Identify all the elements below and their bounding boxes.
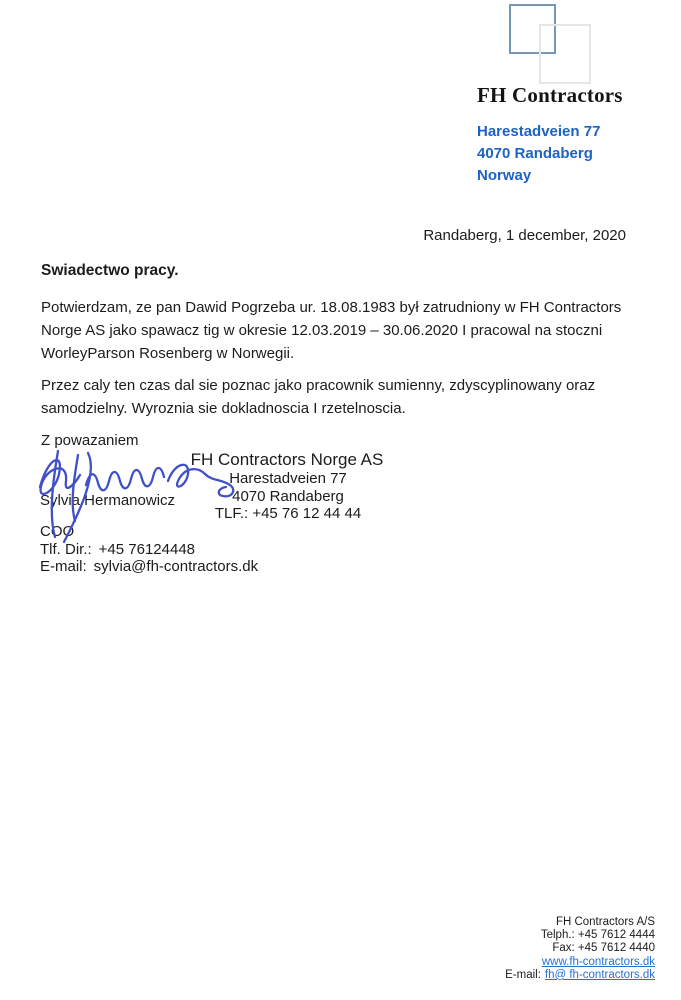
logo-gray-square-icon xyxy=(539,24,591,84)
letterhead-address-line: Norway xyxy=(477,167,532,184)
company-block-address-2: 4070 Randaberg xyxy=(232,487,344,505)
subject-line: Swiadectwo pracy. xyxy=(41,262,179,279)
footer-email-label: E-mail: xyxy=(505,968,541,981)
company-block-address-1: Harestadveien 77 xyxy=(229,470,347,487)
signer-email-label: E-mail: xyxy=(40,558,87,575)
body-paragraph-1: Potwierdzam, ze pan Dawid Pogrzeba ur. 18.08.1983 był zatrudniony w FH Contractors Norge AS jako spawacz tig w okresie 12.03.2019 – 30.06.2020 I pracowal na stoczni WorleyParson Rosenberg w Norwegii. xyxy=(41,299,622,362)
signer-phone-label: Tlf. Dir.: xyxy=(40,541,92,558)
letterhead-company-name: FH Contractors xyxy=(477,83,623,107)
signature-image xyxy=(28,441,268,546)
signer-email-line xyxy=(40,558,258,575)
footer-email-link[interactable]: fh@ fh-contractors.dk xyxy=(544,968,655,981)
signer-title: COO xyxy=(40,523,75,540)
signer-phone-value: +45 76124448 xyxy=(98,541,196,558)
footer-company: FH Contractors A/S xyxy=(555,916,655,928)
footer-fax: Fax: +45 7612 4440 xyxy=(552,942,655,955)
footer-phone: Telph.: +45 7612 4444 xyxy=(540,929,655,942)
signer-name: Sylvia Hermanowicz xyxy=(40,492,176,509)
valediction: Z powazaniem xyxy=(41,432,139,449)
company-block-phone: TLF.: +45 76 12 44 44 xyxy=(214,505,362,522)
letterhead-address-line: 4070 Randaberg xyxy=(477,145,593,162)
letterhead-address xyxy=(477,121,600,187)
footer xyxy=(505,916,655,982)
date-line: Randaberg, 1 december, 2020 xyxy=(423,227,626,244)
company-block-name: FH Contractors Norge AS xyxy=(190,450,384,469)
signer-email-value: sylvia@fh-contractors.dk xyxy=(93,558,259,575)
footer-website-link[interactable]: www.fh-contractors.dk xyxy=(541,955,655,968)
letterhead-address-line: Harestadveien 77 xyxy=(477,123,601,140)
body-paragraph-2: Przez caly ten czas dal sie poznac jako pracownik sumienny, zdyscyplinowany oraz samodzielny. Wyroznia sie dokladnoscia I rzetelnoscia. xyxy=(41,377,596,417)
